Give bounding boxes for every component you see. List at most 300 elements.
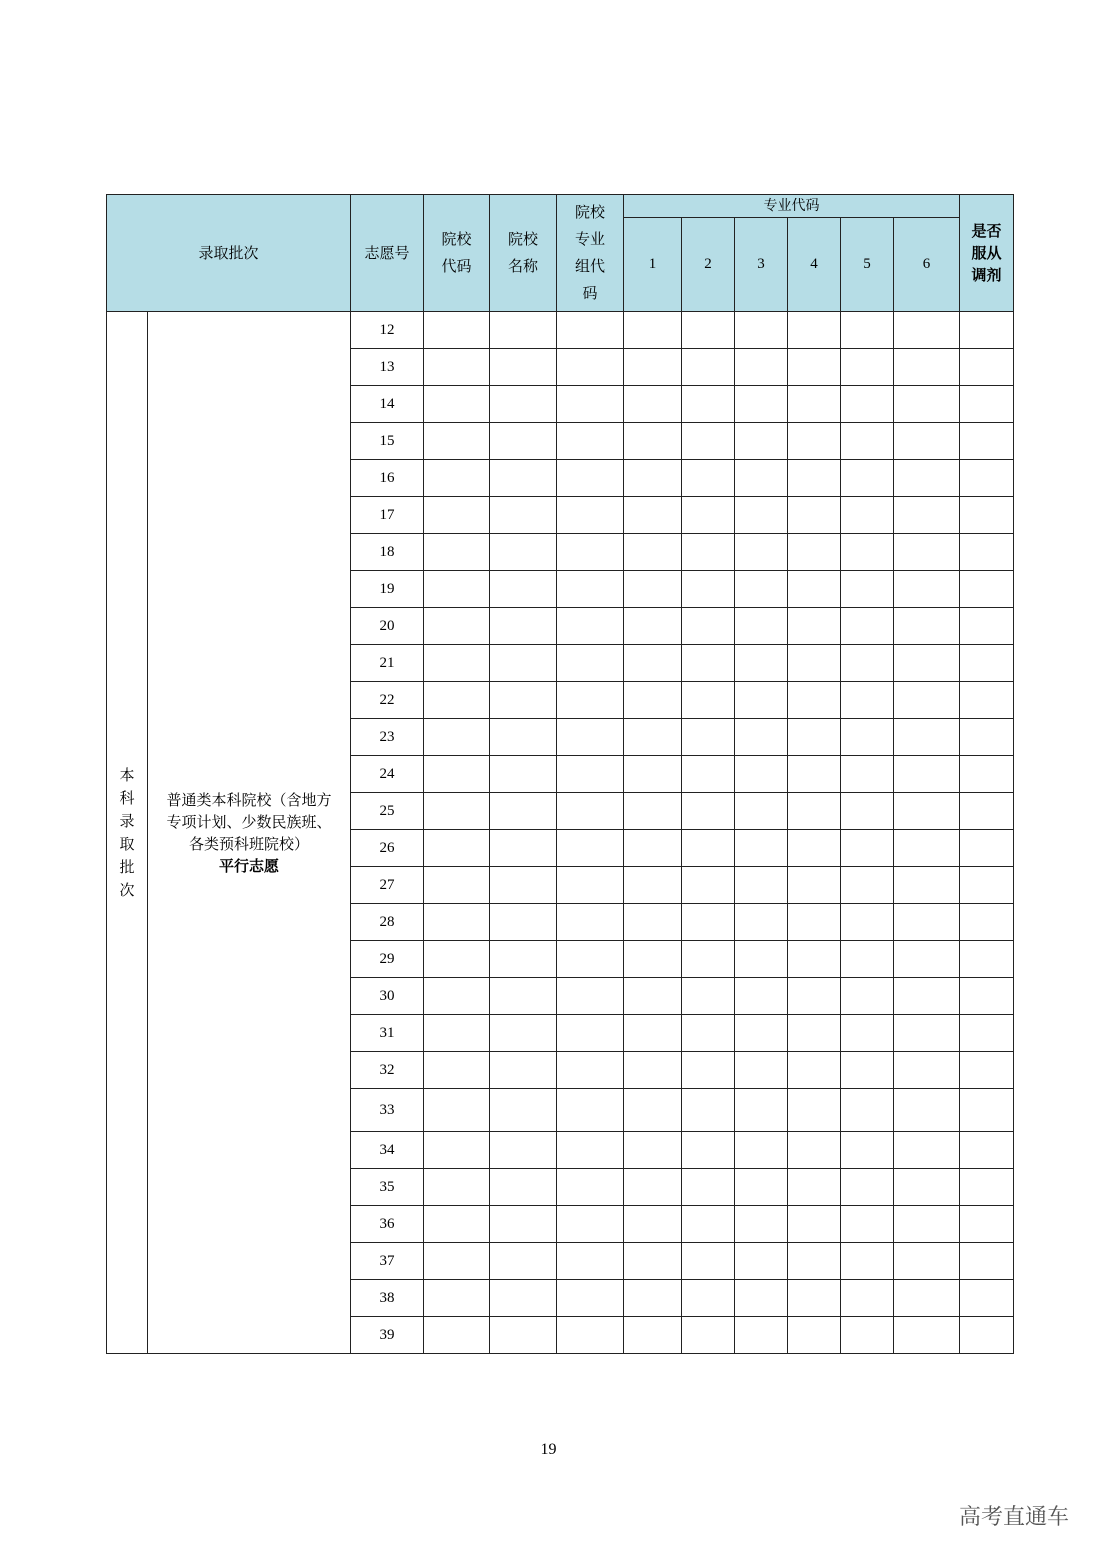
entry-cell[interactable] (624, 682, 682, 719)
entry-cell[interactable] (735, 1015, 788, 1052)
entry-cell[interactable] (841, 534, 894, 571)
entry-cell[interactable] (894, 719, 960, 756)
entry-cell[interactable] (557, 1206, 624, 1243)
entry-cell[interactable] (735, 312, 788, 349)
entry-cell[interactable] (557, 608, 624, 645)
entry-cell[interactable] (424, 312, 490, 349)
entry-cell[interactable] (841, 1317, 894, 1354)
entry-cell[interactable] (960, 386, 1014, 423)
entry-cell[interactable] (557, 1169, 624, 1206)
entry-cell[interactable] (490, 1052, 557, 1089)
entry-cell[interactable] (624, 793, 682, 830)
entry-cell[interactable] (788, 608, 841, 645)
entry-cell[interactable] (624, 460, 682, 497)
entry-cell[interactable] (424, 1317, 490, 1354)
entry-cell[interactable] (424, 1243, 490, 1280)
entry-cell[interactable] (557, 1243, 624, 1280)
entry-cell[interactable] (624, 941, 682, 978)
entry-cell[interactable] (960, 1132, 1014, 1169)
entry-cell[interactable] (788, 1280, 841, 1317)
entry-cell[interactable] (841, 830, 894, 867)
entry-cell[interactable] (624, 312, 682, 349)
entry-cell[interactable] (424, 682, 490, 719)
entry-cell[interactable] (682, 719, 735, 756)
entry-cell[interactable] (735, 571, 788, 608)
entry-cell[interactable] (841, 682, 894, 719)
entry-cell[interactable] (788, 534, 841, 571)
entry-cell[interactable] (894, 1052, 960, 1089)
entry-cell[interactable] (682, 1089, 735, 1132)
entry-cell[interactable] (424, 571, 490, 608)
entry-cell[interactable] (490, 386, 557, 423)
entry-cell[interactable] (682, 830, 735, 867)
entry-cell[interactable] (735, 1317, 788, 1354)
entry-cell[interactable] (960, 1280, 1014, 1317)
entry-cell[interactable] (841, 1015, 894, 1052)
entry-cell[interactable] (894, 1317, 960, 1354)
entry-cell[interactable] (424, 349, 490, 386)
entry-cell[interactable] (960, 904, 1014, 941)
entry-cell[interactable] (788, 1169, 841, 1206)
entry-cell[interactable] (788, 978, 841, 1015)
entry-cell[interactable] (960, 349, 1014, 386)
entry-cell[interactable] (788, 645, 841, 682)
entry-cell[interactable] (841, 349, 894, 386)
entry-cell[interactable] (682, 1132, 735, 1169)
entry-cell[interactable] (894, 423, 960, 460)
entry-cell[interactable] (894, 608, 960, 645)
entry-cell[interactable] (894, 460, 960, 497)
entry-cell[interactable] (841, 571, 894, 608)
entry-cell[interactable] (557, 349, 624, 386)
entry-cell[interactable] (788, 682, 841, 719)
entry-cell[interactable] (624, 1243, 682, 1280)
header-major-col-1: 1 (624, 218, 682, 312)
entry-cell[interactable] (788, 867, 841, 904)
entry-cell[interactable] (490, 1317, 557, 1354)
entry-cell[interactable] (682, 1317, 735, 1354)
entry-cell[interactable] (735, 534, 788, 571)
entry-cell[interactable] (788, 349, 841, 386)
entry-cell[interactable] (424, 386, 490, 423)
entry-cell[interactable] (682, 756, 735, 793)
watermark: 高考直通车 (958, 1505, 1069, 1530)
entry-cell[interactable] (841, 1089, 894, 1132)
entry-cell[interactable] (788, 1132, 841, 1169)
entry-cell[interactable] (424, 1052, 490, 1089)
entry-cell[interactable] (682, 682, 735, 719)
entry-cell[interactable] (841, 497, 894, 534)
entry-cell[interactable] (735, 1169, 788, 1206)
entry-cell[interactable] (424, 941, 490, 978)
entry-cell[interactable] (788, 830, 841, 867)
entry-cell[interactable] (624, 497, 682, 534)
entry-cell[interactable] (894, 904, 960, 941)
entry-cell[interactable] (735, 941, 788, 978)
entry-cell[interactable] (960, 1015, 1014, 1052)
entry-cell[interactable] (735, 1052, 788, 1089)
entry-cell[interactable] (735, 793, 788, 830)
entry-cell[interactable] (424, 978, 490, 1015)
entry-cell[interactable] (682, 793, 735, 830)
entry-cell[interactable] (557, 941, 624, 978)
entry-cell[interactable] (624, 1206, 682, 1243)
entry-cell[interactable] (960, 719, 1014, 756)
header-group-code: 院校 专业 组代 码 (557, 195, 624, 312)
entry-cell[interactable] (894, 793, 960, 830)
entry-cell[interactable] (624, 830, 682, 867)
entry-cell[interactable] (490, 941, 557, 978)
entry-cell[interactable] (735, 830, 788, 867)
entry-cell[interactable] (841, 1132, 894, 1169)
entry-cell[interactable] (490, 1206, 557, 1243)
entry-cell[interactable] (424, 867, 490, 904)
entry-cell[interactable] (490, 719, 557, 756)
entry-cell[interactable] (960, 1052, 1014, 1089)
entry-cell[interactable] (624, 978, 682, 1015)
entry-cell[interactable] (557, 1052, 624, 1089)
entry-cell[interactable] (735, 1206, 788, 1243)
entry-cell[interactable] (490, 1089, 557, 1132)
entry-cell[interactable] (788, 1089, 841, 1132)
entry-cell[interactable] (490, 1132, 557, 1169)
entry-cell[interactable] (424, 460, 490, 497)
entry-cell[interactable] (682, 312, 735, 349)
entry-cell[interactable] (841, 1243, 894, 1280)
entry-cell[interactable] (624, 386, 682, 423)
entry-cell[interactable] (490, 1280, 557, 1317)
entry-cell[interactable] (624, 1015, 682, 1052)
entry-cell[interactable] (424, 608, 490, 645)
entry-cell[interactable] (624, 904, 682, 941)
entry-cell[interactable] (894, 349, 960, 386)
entry-cell[interactable] (624, 645, 682, 682)
entry-cell[interactable] (735, 904, 788, 941)
entry-cell[interactable] (490, 460, 557, 497)
entry-cell[interactable] (682, 645, 735, 682)
entry-cell[interactable] (735, 867, 788, 904)
entry-cell[interactable] (788, 941, 841, 978)
entry-cell[interactable] (490, 423, 557, 460)
entry-cell[interactable] (682, 349, 735, 386)
entry-cell[interactable] (788, 497, 841, 534)
entry-cell[interactable] (557, 904, 624, 941)
entry-cell[interactable] (490, 349, 557, 386)
entry-cell[interactable] (894, 312, 960, 349)
header-major-col-3: 3 (735, 218, 788, 312)
entry-cell[interactable] (624, 534, 682, 571)
entry-cell[interactable] (424, 1169, 490, 1206)
entry-cell[interactable] (682, 1052, 735, 1089)
entry-cell[interactable] (788, 460, 841, 497)
volunteer-form-table (106, 194, 1014, 1354)
entry-cell[interactable] (557, 497, 624, 534)
entry-cell[interactable] (624, 1169, 682, 1206)
entry-cell[interactable] (557, 978, 624, 1015)
entry-cell[interactable] (788, 904, 841, 941)
entry-cell[interactable] (424, 1206, 490, 1243)
entry-cell[interactable] (788, 1015, 841, 1052)
entry-cell[interactable] (424, 534, 490, 571)
entry-cell[interactable] (735, 349, 788, 386)
entry-cell[interactable] (624, 571, 682, 608)
entry-cell[interactable] (682, 497, 735, 534)
entry-cell[interactable] (894, 1089, 960, 1132)
entry-cell[interactable] (841, 978, 894, 1015)
entry-cell[interactable] (735, 386, 788, 423)
entry-cell[interactable] (490, 1169, 557, 1206)
entry-cell[interactable] (624, 1132, 682, 1169)
entry-cell[interactable] (682, 1015, 735, 1052)
entry-cell[interactable] (557, 719, 624, 756)
entry-cell[interactable] (424, 830, 490, 867)
entry-cell[interactable] (557, 1280, 624, 1317)
wish-number: 38 (351, 1280, 424, 1317)
entry-cell[interactable] (624, 756, 682, 793)
entry-cell[interactable] (960, 1317, 1014, 1354)
entry-cell[interactable] (735, 1132, 788, 1169)
entry-cell[interactable] (894, 941, 960, 978)
entry-cell[interactable] (424, 645, 490, 682)
entry-cell[interactable] (490, 867, 557, 904)
entry-cell[interactable] (682, 978, 735, 1015)
wish-number: 33 (351, 1089, 424, 1132)
wish-number: 28 (351, 904, 424, 941)
entry-cell[interactable] (682, 867, 735, 904)
entry-cell[interactable] (841, 423, 894, 460)
entry-cell[interactable] (841, 386, 894, 423)
entry-cell[interactable] (557, 312, 624, 349)
entry-cell[interactable] (894, 756, 960, 793)
wish-number: 19 (351, 571, 424, 608)
entry-cell[interactable] (735, 719, 788, 756)
entry-cell[interactable] (841, 460, 894, 497)
entry-cell[interactable] (735, 682, 788, 719)
entry-cell[interactable] (424, 719, 490, 756)
entry-cell[interactable] (682, 1169, 735, 1206)
entry-cell[interactable] (788, 1243, 841, 1280)
entry-cell[interactable] (557, 756, 624, 793)
batch-label: 本 科 录 取 批 次 (107, 312, 148, 1354)
wish-number: 21 (351, 645, 424, 682)
entry-cell[interactable] (894, 571, 960, 608)
entry-cell[interactable] (682, 1280, 735, 1317)
entry-cell[interactable] (841, 645, 894, 682)
entry-cell[interactable] (735, 460, 788, 497)
entry-cell[interactable] (624, 867, 682, 904)
entry-cell[interactable] (894, 1132, 960, 1169)
entry-cell[interactable] (788, 1206, 841, 1243)
entry-cell[interactable] (788, 312, 841, 349)
entry-cell[interactable] (788, 719, 841, 756)
entry-cell[interactable] (557, 1089, 624, 1132)
entry-cell[interactable] (682, 941, 735, 978)
entry-cell[interactable] (894, 867, 960, 904)
wish-number: 12 (351, 312, 424, 349)
entry-cell[interactable] (624, 423, 682, 460)
entry-cell[interactable] (841, 719, 894, 756)
entry-cell[interactable] (682, 460, 735, 497)
entry-cell[interactable] (490, 534, 557, 571)
entry-cell[interactable] (960, 1206, 1014, 1243)
entry-cell[interactable] (557, 1015, 624, 1052)
entry-cell[interactable] (490, 312, 557, 349)
entry-cell[interactable] (557, 386, 624, 423)
entry-cell[interactable] (894, 534, 960, 571)
entry-cell[interactable] (557, 830, 624, 867)
entry-cell[interactable] (557, 1317, 624, 1354)
entry-cell[interactable] (557, 1132, 624, 1169)
entry-cell[interactable] (735, 497, 788, 534)
header-batch: 录取批次 (107, 195, 351, 312)
entry-cell[interactable] (960, 1169, 1014, 1206)
entry-cell[interactable] (557, 460, 624, 497)
entry-cell[interactable] (960, 978, 1014, 1015)
entry-cell[interactable] (682, 571, 735, 608)
entry-cell[interactable] (735, 608, 788, 645)
entry-cell[interactable] (788, 1052, 841, 1089)
entry-cell[interactable] (841, 756, 894, 793)
entry-cell[interactable] (735, 423, 788, 460)
entry-cell[interactable] (490, 608, 557, 645)
entry-cell[interactable] (682, 1206, 735, 1243)
entry-cell[interactable] (424, 1015, 490, 1052)
entry-cell[interactable] (960, 1243, 1014, 1280)
entry-cell[interactable] (788, 386, 841, 423)
entry-cell[interactable] (424, 1089, 490, 1132)
entry-cell[interactable] (960, 941, 1014, 978)
entry-cell[interactable] (960, 608, 1014, 645)
entry-cell[interactable] (490, 756, 557, 793)
entry-cell[interactable] (788, 1317, 841, 1354)
entry-cell[interactable] (424, 793, 490, 830)
entry-cell[interactable] (490, 497, 557, 534)
entry-cell[interactable] (624, 719, 682, 756)
entry-cell[interactable] (788, 793, 841, 830)
entry-cell[interactable] (490, 793, 557, 830)
entry-cell[interactable] (735, 978, 788, 1015)
entry-cell[interactable] (841, 1169, 894, 1206)
entry-cell[interactable] (960, 534, 1014, 571)
wish-number: 18 (351, 534, 424, 571)
entry-cell[interactable] (894, 682, 960, 719)
entry-cell[interactable] (841, 312, 894, 349)
entry-cell[interactable] (735, 1280, 788, 1317)
wish-number: 35 (351, 1169, 424, 1206)
entry-cell[interactable] (960, 682, 1014, 719)
entry-cell[interactable] (894, 497, 960, 534)
entry-cell[interactable] (841, 1052, 894, 1089)
entry-cell[interactable] (682, 608, 735, 645)
entry-cell[interactable] (490, 645, 557, 682)
entry-cell[interactable] (960, 497, 1014, 534)
entry-cell[interactable] (960, 830, 1014, 867)
wish-number: 36 (351, 1206, 424, 1243)
entry-cell[interactable] (557, 645, 624, 682)
wish-number: 30 (351, 978, 424, 1015)
entry-cell[interactable] (894, 1206, 960, 1243)
entry-cell[interactable] (960, 571, 1014, 608)
entry-cell[interactable] (894, 830, 960, 867)
entry-cell[interactable] (841, 608, 894, 645)
entry-cell[interactable] (960, 423, 1014, 460)
entry-cell[interactable] (960, 312, 1014, 349)
entry-cell[interactable] (894, 645, 960, 682)
entry-cell[interactable] (960, 867, 1014, 904)
entry-cell[interactable] (490, 904, 557, 941)
entry-cell[interactable] (682, 1243, 735, 1280)
entry-cell[interactable] (894, 1243, 960, 1280)
entry-cell[interactable] (424, 904, 490, 941)
entry-cell[interactable] (557, 867, 624, 904)
entry-cell[interactable] (490, 1243, 557, 1280)
entry-cell[interactable] (490, 830, 557, 867)
entry-cell[interactable] (557, 423, 624, 460)
entry-cell[interactable] (624, 349, 682, 386)
entry-cell[interactable] (557, 682, 624, 719)
entry-cell[interactable] (735, 1243, 788, 1280)
entry-cell[interactable] (624, 1317, 682, 1354)
wish-number: 39 (351, 1317, 424, 1354)
entry-cell[interactable] (788, 756, 841, 793)
entry-cell[interactable] (894, 386, 960, 423)
entry-cell[interactable] (424, 1280, 490, 1317)
entry-cell[interactable] (841, 1280, 894, 1317)
entry-cell[interactable] (424, 756, 490, 793)
entry-cell[interactable] (557, 534, 624, 571)
entry-cell[interactable] (788, 571, 841, 608)
entry-cell[interactable] (735, 1089, 788, 1132)
entry-cell[interactable] (894, 1169, 960, 1206)
entry-cell[interactable] (424, 497, 490, 534)
entry-cell[interactable] (841, 867, 894, 904)
entry-cell[interactable] (841, 904, 894, 941)
entry-cell[interactable] (682, 534, 735, 571)
entry-cell[interactable] (682, 423, 735, 460)
entry-cell[interactable] (788, 423, 841, 460)
entry-cell[interactable] (490, 978, 557, 1015)
entry-cell[interactable] (490, 682, 557, 719)
entry-cell[interactable] (682, 904, 735, 941)
entry-cell[interactable] (682, 386, 735, 423)
entry-cell[interactable] (960, 793, 1014, 830)
entry-cell[interactable] (624, 1052, 682, 1089)
entry-cell[interactable] (424, 1132, 490, 1169)
entry-cell[interactable] (841, 1206, 894, 1243)
entry-cell[interactable] (841, 941, 894, 978)
entry-cell[interactable] (490, 1015, 557, 1052)
entry-cell[interactable] (735, 756, 788, 793)
entry-cell[interactable] (490, 571, 557, 608)
entry-cell[interactable] (894, 1280, 960, 1317)
entry-cell[interactable] (894, 978, 960, 1015)
page-number: 19 (540, 1441, 557, 1458)
entry-cell[interactable] (557, 571, 624, 608)
entry-cell[interactable] (960, 645, 1014, 682)
entry-cell[interactable] (960, 756, 1014, 793)
entry-cell[interactable] (557, 793, 624, 830)
entry-cell[interactable] (424, 423, 490, 460)
entry-cell[interactable] (624, 608, 682, 645)
entry-cell[interactable] (960, 1089, 1014, 1132)
entry-cell[interactable] (624, 1280, 682, 1317)
entry-cell[interactable] (624, 1089, 682, 1132)
entry-cell[interactable] (960, 460, 1014, 497)
entry-cell[interactable] (841, 793, 894, 830)
entry-cell[interactable] (894, 1015, 960, 1052)
wish-number: 24 (351, 756, 424, 793)
entry-cell[interactable] (735, 645, 788, 682)
